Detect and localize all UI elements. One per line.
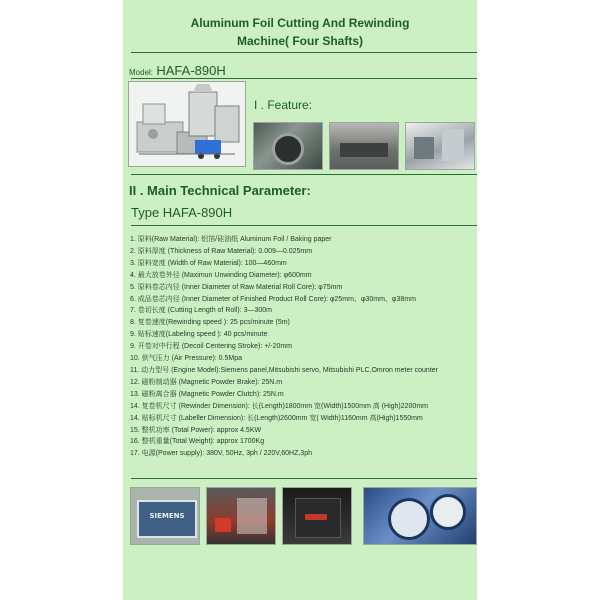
electrical-cabinet-photo <box>206 487 276 545</box>
parameter-item: 14. 复卷机尺寸 (Rewinder Dimension): 长(Length)1800mm 宽(Width)1500mm 高 (High)2200mm <box>130 402 428 410</box>
parameter-item: 14. 贴标机尺寸 (Labeller Dimension): 长(Length)2600mm 宽( Width)1160mm 高(High)1550mm <box>130 414 423 422</box>
technical-heading: II . Main Technical Parameter: <box>129 183 311 198</box>
parameter-item: 5. 原料卷芯内径 (Inner Diameter of Raw Material Roll Core): φ75mm <box>130 283 343 291</box>
type-divider <box>131 225 477 226</box>
spec-sheet <box>123 0 477 600</box>
parameter-item: 9. 贴标速度(Labeling speed ): 40 pcs/minute <box>130 331 268 339</box>
feature-heading: I . Feature: <box>254 98 313 112</box>
siemens-label: SIEMENS <box>149 512 185 520</box>
machine-illustration <box>129 82 245 166</box>
document-title-line-1: Aluminum Foil Cutting And Rewinding <box>190 16 410 30</box>
type-line: Type HAFA-890H <box>131 205 233 220</box>
parameter-item: 16. 整机重量(Total Weight): approx 1700Kg <box>130 438 265 446</box>
parameter-item: 11. 动力型号 (Engine Model):Siemens panel,Mitsubishi servo, Mitsubishi PLC,Omron meter counter <box>130 366 438 374</box>
title-divider <box>131 52 477 53</box>
parameter-item: 4. 最大放卷外径 (Maximun Unwinding Diameter): φ600mm <box>130 271 312 279</box>
feature-photo-1 <box>253 122 323 170</box>
parameter-item: 9. 开卷对中行程 (Decoil Centering Stroke): +/-20mm <box>130 343 293 351</box>
machine-photo <box>128 81 246 167</box>
params-divider <box>131 478 477 479</box>
parameter-list <box>130 234 438 460</box>
parameter-item: 10. 供气压力 (Air Pressure): 0.5Mpa <box>130 355 243 363</box>
model-value: HAFA-890H <box>156 63 226 78</box>
parameter-item: 7. 卷切长度 (Cutting Length of Roll): 3—300m <box>130 307 273 315</box>
parameter-item: 13. 磁粉离合器 (Magnetic Powder Clutch): 25N.m <box>130 390 284 398</box>
model-line <box>129 63 226 78</box>
parameter-item: 1. 原料(Raw Material): 铝箔/硅油纸 Aluminum Foil / Baking paper <box>130 236 332 243</box>
siemens-panel-photo <box>130 487 200 545</box>
parameter-item: 3. 原料宽度 (Width of Raw Material): 100—460mm <box>130 259 287 267</box>
parameter-item: 2. 原料厚度 (Thickness of Raw Material): 0.009—0.025mm <box>130 247 313 255</box>
feature-photo-2 <box>329 122 399 170</box>
parameter-item: 17. 电源(Power supply): 380V, 50Hz, 3ph / 220V,60HZ,3ph <box>130 450 312 458</box>
parameter-item: 12. 磁粉制动器 (Magnetic Powder Brake): 25N.m <box>130 378 283 386</box>
feature-photo-3 <box>405 122 475 170</box>
parameter-item: 8. 复卷速度(Rewinding speed ): 25 pcs/minute (5m) <box>130 319 290 327</box>
model-label: Model: <box>129 68 154 77</box>
rewinding-shaft-photo <box>363 487 477 545</box>
hmi-screen <box>137 500 197 538</box>
parameter-item: 15. 整机功率 (Total Power): approx 4.5KW <box>130 426 262 434</box>
document-title-line-2: Machine( Four Shafts) <box>236 34 363 48</box>
feature-divider <box>131 174 477 175</box>
inverter-photo <box>282 487 352 545</box>
model-divider <box>131 78 477 79</box>
parameter-item: 6. 成品卷芯内径 (Inner Diameter of Finished Product Roll Core): φ25mm、φ30mm、φ38mm <box>130 295 416 303</box>
